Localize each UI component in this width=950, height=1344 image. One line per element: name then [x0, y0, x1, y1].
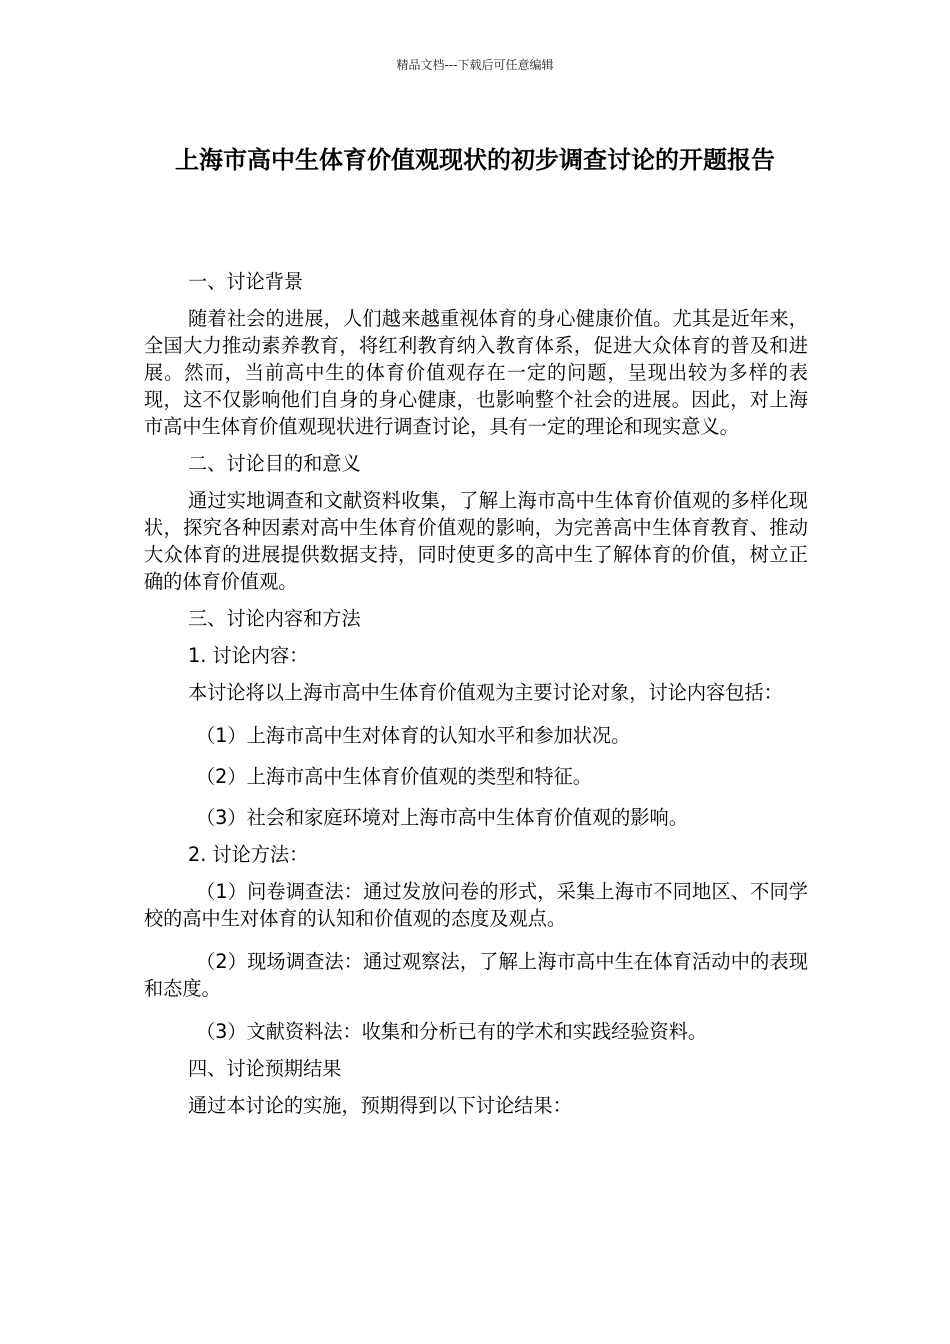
paragraph-expected-results: 通过本讨论的实施，预期得到以下讨论结果： [188, 1094, 572, 1117]
list-item: （2）上海市高中生体育价值观的类型和特征。 [196, 765, 592, 788]
subheading-content: 1. 讨论内容： [188, 644, 309, 667]
paragraph-content-intro: 本讨论将以上海市高中生体育价值观为主要讨论对象，讨论内容包括： [188, 681, 783, 704]
section-heading-content-method: 三、讨论内容和方法 [188, 607, 361, 630]
list-item: （1）上海市高中生对体育的认知水平和参加状况。 [196, 724, 631, 747]
section-heading-purpose: 二、讨论目的和意义 [188, 452, 361, 475]
page-header-note: 精品文档---下载后可任意编辑 [396, 58, 554, 72]
document-body [144, 268, 808, 1129]
paragraph-purpose: 通过实地调查和文献资料收集，了解上海市高中生体育价值观的多样化现状，探究各种因素对高中生体育价值观的影响，为完善高中生体育教育、推动大众体育的进展提供数据支持，同时使更多的高中生了解体育的价值，树立正确的体育价值观。 [144, 489, 808, 593]
document-title: 上海市高中生体育价值观现状的初步调查讨论的开题报告 [175, 146, 775, 174]
section-heading-background: 一、讨论背景 [188, 270, 304, 293]
list-item: （1）问卷调查法：通过发放问卷的形式，采集上海市不同地区、不同学校的高中生对体育的认知和价值观的态度及观点。 [144, 880, 808, 930]
list-item: （3）文献资料法：收集和分析已有的学术和实践经验资料。 [196, 1020, 708, 1043]
paragraph-background: 随着社会的进展，人们越来越重视体育的身心健康价值。尤其是近年来，全国大力推动素养教育，将红利教育纳入教育体系，促进大众体育的普及和进展。然而，当前高中生的体育价值观存在一定的问题，呈现出较为多样的表现，这不仅影响他们自身的身心健康，也影响整个社会的进展。因此，对上海市高中生体育价值观现状进行调查讨论，具有一定的理论和现实意义。 [144, 307, 808, 438]
subheading-method: 2. 讨论方法： [188, 843, 309, 866]
list-item: （3）社会和家庭环境对上海市高中生体育价值观的影响。 [196, 806, 688, 829]
list-item: （2）现场调查法：通过观察法，了解上海市高中生在体育活动中的表现和态度。 [144, 950, 808, 1000]
section-heading-expected-results: 四、讨论预期结果 [188, 1057, 342, 1080]
